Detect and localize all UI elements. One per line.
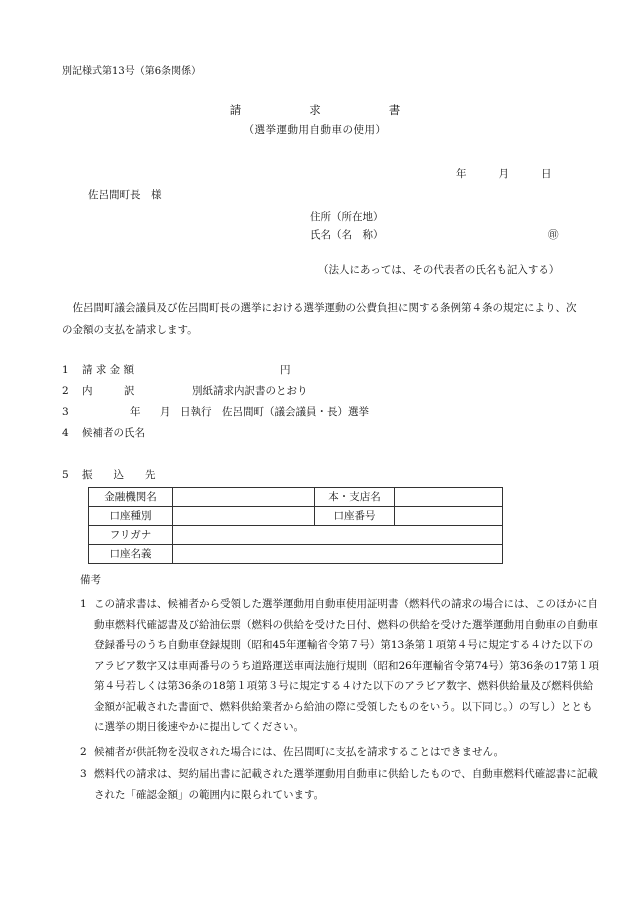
title-char-3: 書 [388,103,401,117]
remark-item [80,742,600,763]
item-amount [62,364,291,377]
item-number: 2 [62,385,69,397]
account-number-field[interactable] [395,507,503,526]
table-row [89,488,503,507]
title-char-2: 求 [309,103,321,117]
item-label: 振 込 先 [82,469,156,481]
item-number: 3 [62,406,69,418]
remark-number: 2 [80,746,87,758]
item-transfer [62,469,156,482]
remark-item [80,594,600,738]
date-month: 月 [498,168,509,180]
remark-number: 1 [80,598,87,610]
date-line [456,168,552,181]
item-number: 4 [62,427,69,439]
item-election [62,406,369,419]
item-candidate [62,427,145,440]
item-number: 1 [62,364,69,376]
item-label: 候補者の氏名 [82,427,145,439]
seal-mark: ㊞ [548,229,559,241]
remark-text: この請求書は、候補者から受領した選挙運動用自動車使用証明書（燃料代の請求の場合には、このほかに自動車燃料代確認書及び給油伝票（燃料の供給を受けた日付、燃料の供給を受けた選挙運動用自動車の自動車登録番号のうち自動車登録規則（昭和45年運輸省令第７号）第13条第１項第４号に規定する４けた以下のアラビア数字又は車両番号のうち道路運送車両法施行規則（昭和26年運輸省令第74号）第36条の17第１項第４号若しくは第36条の18第１項第３号に規定する４けた以下のアラビア数字、燃料供給量及び燃料供給金額が記載された書面で、燃料供給業者から給油の際に受領したものをいう。以下同じ。）の写し）とともに選挙の期日後速やかに提出してください。 [94,598,599,733]
date-year: 年 [456,168,467,180]
bank-name-label: 金融機関名 [89,488,173,507]
address-label: 住所（所在地） [310,211,384,223]
item-number: 5 [62,469,69,481]
item-breakdown [62,385,308,398]
addressee: 佐呂間町長 様 [88,189,162,201]
item-label: 請 求 金 額 [82,364,135,376]
amount-unit: 円 [280,364,291,376]
account-type-field[interactable] [173,507,315,526]
form-number: 別記様式第13号（第6条関係） [62,66,202,77]
election-month: 月 [160,406,171,418]
name-label: 氏名（名 称） [310,229,384,241]
title-char-1: 請 [229,103,242,117]
branch-field[interactable] [395,488,503,507]
remarks-heading: 備考 [80,574,101,586]
table-row [89,507,503,526]
furigana-field[interactable] [173,526,503,545]
account-number-label: 口座番号 [315,507,395,526]
account-holder-label: 口座名義 [89,545,173,564]
document-subtitle: （選挙運動用自動車の使用） [243,124,387,136]
item-label: 内 訳 [82,385,135,397]
breakdown-value: 別紙請求内訳書のとおり [192,385,308,397]
election-detail: 日執行 佐呂間町（議会議員・長）選挙 [180,406,369,418]
account-holder-field[interactable] [173,545,503,564]
branch-label: 本・支店名 [315,488,395,507]
table-row [89,526,503,545]
remark-text: 燃料代の請求は、契約届出書に記載された選挙運動用自動車に供給したもので、自動車燃料代確認書に記載された「確認金額」の範囲内に限られています。 [94,768,598,801]
document-title [0,104,630,118]
bank-name-field[interactable] [173,488,315,507]
bank-account-table [88,487,503,564]
election-year: 年 [130,406,141,418]
table-row [89,545,503,564]
remark-item [80,764,600,805]
remark-text: 候補者が供託物を没収された場合には、佐呂間町に支払を請求することはできません。 [94,746,505,758]
remark-number: 3 [80,768,87,780]
request-statement: 佐呂間町議会議員及び佐呂間町長の選挙における選挙運動の公費負担に関する条例第４条の規定により、次の金額の支払を請求します。 [62,302,577,336]
account-type-label: 口座種別 [89,507,173,526]
furigana-label: フリガナ [89,526,173,545]
corporation-note: （法人にあっては、その代表者の氏名も記入する） [318,264,560,276]
date-day: 日 [541,168,552,180]
